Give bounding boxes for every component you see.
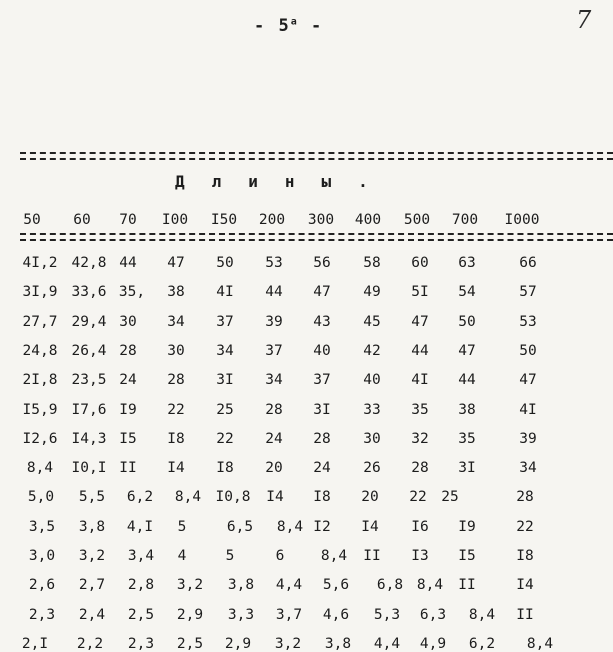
table-cell: 3,7 xyxy=(275,606,303,623)
table-cell: 8,4 xyxy=(468,606,496,623)
table-cell: 4I xyxy=(519,401,537,418)
table-cell: 50 xyxy=(216,255,234,271)
table-cell: I4,3 xyxy=(71,430,107,447)
table-cell: 23,5 xyxy=(71,372,107,389)
table-cell: 5I xyxy=(411,284,429,301)
table-cell: 39 xyxy=(265,313,283,330)
table-cell: I5 xyxy=(458,548,476,564)
table-cell: 4I xyxy=(216,284,234,301)
table-cell: 5 xyxy=(225,548,235,564)
table-cell: 28 xyxy=(411,460,429,477)
table-cell: 20 xyxy=(265,460,283,477)
table-cell: 3,2 xyxy=(78,548,106,564)
table-cell: 38 xyxy=(167,284,185,301)
table-cell: 8,4 xyxy=(526,635,554,652)
table-cell: 5,6 xyxy=(322,577,350,594)
table-cell: I6 xyxy=(411,518,429,535)
table-cell: 24 xyxy=(119,372,137,389)
table-cell: 4,I xyxy=(126,518,154,535)
table-cell: 20 xyxy=(361,489,379,506)
table-cell: 40 xyxy=(363,372,381,389)
table-cell: 2,6 xyxy=(28,577,56,594)
table-cell: 33,6 xyxy=(71,284,107,301)
table-cell: I4 xyxy=(167,460,185,477)
page-number xyxy=(254,16,323,36)
table-cell: 3,4 xyxy=(127,548,155,564)
table-cell: 3,2 xyxy=(274,635,302,652)
table-cell: 28 xyxy=(516,489,534,506)
table-cell: 28 xyxy=(265,401,283,418)
table-cell: 25 xyxy=(216,401,234,418)
column-header: 300 xyxy=(307,212,335,228)
table-cell: I8 xyxy=(516,548,534,564)
table-cell: 29,4 xyxy=(71,313,107,330)
table-cell: 4I,2 xyxy=(22,255,58,271)
table-cell: 34 xyxy=(216,342,234,359)
table-cell: 45 xyxy=(363,313,381,330)
table-cell: 43 xyxy=(313,313,331,330)
table-cell: 22 xyxy=(167,401,185,418)
table-cell: 28 xyxy=(167,372,185,389)
table-cell: 26,4 xyxy=(71,342,107,359)
table-cell: 8,4 xyxy=(174,489,202,506)
table-cell: 37 xyxy=(265,342,283,359)
table-cell: 5 xyxy=(177,518,187,535)
table-cell: I3 xyxy=(411,548,429,564)
table-cell: 47 xyxy=(458,342,476,359)
table-cell: I5 xyxy=(119,430,137,447)
table-cell: 66 xyxy=(519,255,537,271)
column-header: 400 xyxy=(354,212,382,228)
table-cell: 35 xyxy=(411,401,429,418)
table-cell: 6,2 xyxy=(126,489,154,506)
table-cell: 60 xyxy=(411,255,429,271)
table-cell: 3,5 xyxy=(28,518,56,535)
table-cell: II xyxy=(516,606,534,623)
column-header: 50 xyxy=(23,212,41,228)
table-cell: I0,I xyxy=(71,460,107,477)
table-cell: 42 xyxy=(363,342,381,359)
table-cell: 2,3 xyxy=(127,635,155,652)
table-cell: 4,9 xyxy=(419,635,447,652)
table-cell: 47 xyxy=(167,255,185,271)
table-cell: 2,5 xyxy=(127,606,155,623)
table-cell: 8,4 xyxy=(26,460,54,477)
table-cell: 63 xyxy=(458,255,476,271)
table-cell: 2,2 xyxy=(76,635,104,652)
table-cell: 5,3 xyxy=(373,606,401,623)
table-cell: 47 xyxy=(519,372,537,389)
table-cell: 30 xyxy=(363,430,381,447)
table-cell: 34 xyxy=(167,313,185,330)
column-header: I000 xyxy=(504,212,540,228)
column-header: I00 xyxy=(161,212,189,228)
table-cell: I4 xyxy=(516,577,534,594)
table-cell: 37 xyxy=(313,372,331,389)
table-cell: 50 xyxy=(458,313,476,330)
table-cell: 32 xyxy=(411,430,429,447)
top-dashed-rule-2 xyxy=(20,158,613,160)
table-cell: I9 xyxy=(119,401,137,418)
table-cell: 4I xyxy=(411,372,429,389)
table-cell: I0,8 xyxy=(215,489,251,506)
table-cell: 6 xyxy=(275,548,285,564)
table-cell: 2,I xyxy=(21,635,49,652)
header-dashed-rule xyxy=(20,233,613,235)
table-cell: 3,8 xyxy=(324,635,352,652)
table-cell: 2I,8 xyxy=(22,372,58,389)
table-cell: 56 xyxy=(313,255,331,271)
table-cell: 34 xyxy=(265,372,283,389)
column-header: 60 xyxy=(73,212,91,228)
table-cell: I4 xyxy=(266,489,284,506)
table-cell: 57 xyxy=(519,284,537,301)
table-cell: 26 xyxy=(363,460,381,477)
table-cell: 3I xyxy=(313,401,331,418)
table-cell: I8 xyxy=(216,460,234,477)
page-number-suffix: а xyxy=(290,16,299,28)
table-cell: 8,4 xyxy=(320,548,348,564)
table-cell: 47 xyxy=(313,284,331,301)
table-cell: 39 xyxy=(519,430,537,447)
column-header: 500 xyxy=(403,212,431,228)
table-cell: 34 xyxy=(519,460,537,477)
table-cell: 3,8 xyxy=(227,577,255,594)
table-cell: 25 xyxy=(441,489,459,506)
table-cell: 6,8 xyxy=(376,577,404,594)
table-cell: 2,4 xyxy=(78,606,106,623)
table-cell: 2,7 xyxy=(78,577,106,594)
table-cell: 37 xyxy=(216,313,234,330)
table-cell: 6,3 xyxy=(419,606,447,623)
table-cell: 6,2 xyxy=(468,635,496,652)
column-header: 200 xyxy=(258,212,286,228)
page-number-text: - 5 xyxy=(254,16,291,36)
table-cell: 44 xyxy=(265,284,283,301)
table-cell: 33 xyxy=(363,401,381,418)
column-header: I50 xyxy=(210,212,238,228)
table-cell: 4,4 xyxy=(275,577,303,594)
table-cell: 3,0 xyxy=(28,548,56,564)
column-header: 700 xyxy=(451,212,479,228)
table-cell: 53 xyxy=(265,255,283,271)
table-cell: 8,4 xyxy=(276,518,304,535)
table-cell: 28 xyxy=(119,342,137,359)
table-cell: 24 xyxy=(313,460,331,477)
table-cell: 50 xyxy=(519,342,537,359)
table-cell: 8,4 xyxy=(416,577,444,594)
table-cell: 3I xyxy=(216,372,234,389)
table-cell: 53 xyxy=(519,313,537,330)
table-cell: 3I xyxy=(458,460,476,477)
table-cell: 2,9 xyxy=(176,606,204,623)
table-cell: I9 xyxy=(458,518,476,535)
table-cell: 4,6 xyxy=(322,606,350,623)
table-cell: 30 xyxy=(119,313,137,330)
table-cell: 54 xyxy=(458,284,476,301)
table-cell: 4,4 xyxy=(373,635,401,652)
table-cell: II xyxy=(119,460,137,477)
table-cell: 58 xyxy=(363,255,381,271)
table-cell: 44 xyxy=(458,372,476,389)
column-header: 70 xyxy=(119,212,137,228)
table-cell: II xyxy=(363,548,381,564)
table-cell: 22 xyxy=(216,430,234,447)
table-cell: 27,7 xyxy=(22,313,58,330)
table-cell: 44 xyxy=(119,255,137,271)
table-cell: II xyxy=(458,577,476,594)
table-cell: 3,8 xyxy=(78,518,106,535)
table-cell: 2,5 xyxy=(176,635,204,652)
table-heading: Длины. xyxy=(175,172,395,191)
table-cell: 22 xyxy=(516,518,534,535)
table-cell: 2,8 xyxy=(127,577,155,594)
page-number-tail: - xyxy=(298,16,324,36)
table-cell: I4 xyxy=(361,518,379,535)
table-cell: 28 xyxy=(313,430,331,447)
table-cell: 35 xyxy=(458,430,476,447)
table-cell: 40 xyxy=(313,342,331,359)
table-cell: 38 xyxy=(458,401,476,418)
table-cell: 35, xyxy=(118,284,146,301)
table-cell: I2 xyxy=(313,518,331,535)
table-cell: 4 xyxy=(177,548,187,564)
table-cell: 3,2 xyxy=(176,577,204,594)
table-cell: 2,3 xyxy=(28,606,56,623)
table-cell: 44 xyxy=(411,342,429,359)
table-cell: 5,5 xyxy=(78,489,106,506)
table-cell: 5,0 xyxy=(27,489,55,506)
table-cell: I8 xyxy=(313,489,331,506)
table-cell: 24 xyxy=(265,430,283,447)
header-dashed-rule-2 xyxy=(20,239,613,241)
table-cell: 2,9 xyxy=(224,635,252,652)
table-cell: 3I,9 xyxy=(22,284,58,301)
table-cell: 22 xyxy=(409,489,427,506)
table-cell: I5,9 xyxy=(22,401,58,418)
table-cell: 30 xyxy=(167,342,185,359)
table-cell: 47 xyxy=(411,313,429,330)
table-cell: 6,5 xyxy=(226,518,254,535)
table-cell: I2,6 xyxy=(22,430,58,447)
table-cell: 24,8 xyxy=(22,342,58,359)
table-cell: I8 xyxy=(167,430,185,447)
handwritten-page-mark: 7 xyxy=(576,6,592,34)
table-cell: I7,6 xyxy=(71,401,107,418)
table-cell: 42,8 xyxy=(71,255,107,271)
table-cell: 3,3 xyxy=(227,606,255,623)
table-cell: 49 xyxy=(363,284,381,301)
top-dashed-rule xyxy=(20,152,613,154)
